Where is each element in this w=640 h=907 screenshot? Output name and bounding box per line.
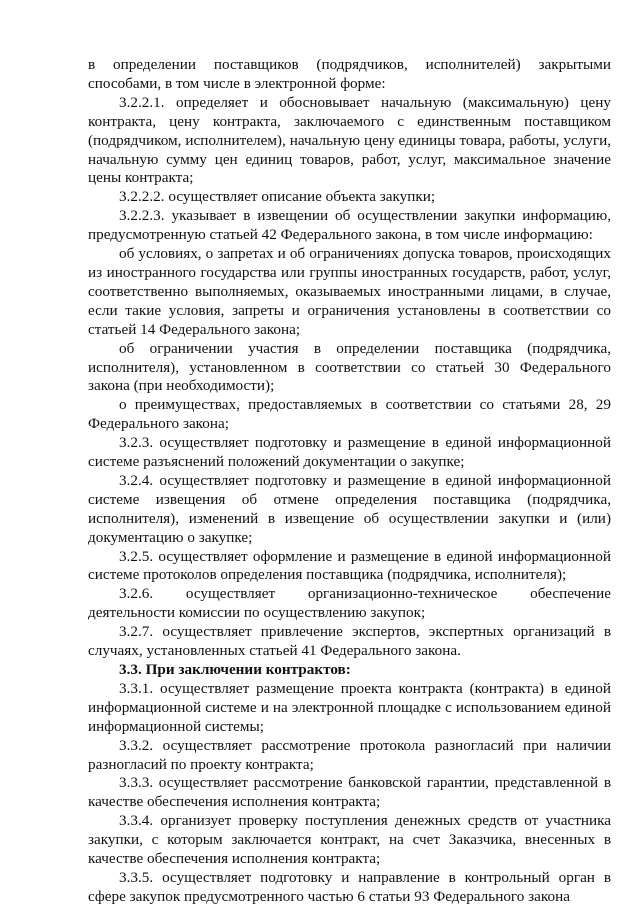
paragraph-intro: в определении поставщиков (подрядчиков, исполнителей) закрытыми способами, в том числе в электронной форме: [88, 56, 611, 92]
paragraph-3-2-2-1: 3.2.2.1. определяет и обосновывает начальную (максимальную) цену контракта, цену контракта, заключаемого с единственным поставщиком (подрядчиком, исполнителем), начальную цену единицы товара, работы, услуги, начальную сумму цен единиц товаров, работ, услуг, максимальное значение цены контракта; [88, 93, 611, 187]
paragraph-conditions-bans: об условиях, о запретах и об ограничениях допуска товаров, происходящих из иностранного государства или группы иностранных государств, работ, услуг, соответственно выполняемых, оказываемых иностранными лицами, в случае, если такие условия, запреты и ограничения установлены в соответствии со статьей 14 Федерального закона; [88, 245, 611, 338]
paragraph-3-3-2: 3.3.2. осуществляет рассмотрение протокола разногласий при наличии разногласий по проекту контракта; [88, 736, 611, 773]
paragraph-3-3-1: 3.3.1. осуществляет размещение проекта контракта (контракта) в единой информационной системе и на электронной площадке с использованием единой информационной системы; [88, 679, 611, 735]
paragraph-participation-limit: об ограничении участия в определении поставщика (подрядчика, исполнителя), установленном в соответствии со статьей 30 Федерального закона (при необходимости); [88, 339, 611, 395]
paragraph-3-2-5: 3.2.5. осуществляет оформление и размещение в единой информационной системе протоколов определения поставщика (подрядчика, исполнителя); [88, 547, 611, 584]
paragraph-3-2-7: 3.2.7. осуществляет привлечение экспертов, экспертных организаций в случаях, установленных статьей 41 Федерального закона. [88, 623, 611, 660]
paragraph-3-3-4: 3.3.4. организует проверку поступления денежных средств от участника закупки, с которым заключается контракт, на счет Заказчика, внесенных в качестве обеспечения исполнения контракта; [88, 812, 611, 868]
section-heading-3-3: 3.3. При заключении контрактов: [119, 661, 351, 678]
paragraph-advantages: о преимуществах, предоставляемых в соответствии со статьями 28, 29 Федерального закона; [88, 396, 611, 433]
paragraph-3-3-5: 3.3.5. осуществляет подготовку и направление в контрольный орган в сфере закупок предусмотренного частью 6 статьи 93 Федерального закона [88, 868, 611, 905]
document-page [88, 56, 611, 907]
paragraph-3-2-2-2: 3.2.2.2. осуществляет описание объекта закупки; [119, 188, 436, 206]
paragraph-3-2-3: 3.2.3. осуществляет подготовку и размещение в единой информационной системе разъяснений положений документации о закупке; [88, 434, 611, 471]
paragraph-3-2-2-3: 3.2.2.3. указывает в извещении об осуществлении закупки информацию, предусмотренную статьей 42 Федерального закона, в том числе информацию: [88, 207, 611, 244]
paragraph-3-2-6: 3.2.6. осуществляет организационно-техническое обеспечение деятельности комиссии по осуществлению закупок; [88, 585, 611, 622]
paragraph-3-3-3: 3.3.3. осуществляет рассмотрение банковской гарантии, представленной в качестве обеспечения исполнения контракта; [88, 774, 611, 811]
paragraph-3-2-4: 3.2.4. осуществляет подготовку и размещение в единой информационной системе извещения об отмене определения поставщика (подрядчика, исполнителя), изменений в извещение об осуществлении закупки и (или) документацию о закупке; [88, 471, 611, 546]
